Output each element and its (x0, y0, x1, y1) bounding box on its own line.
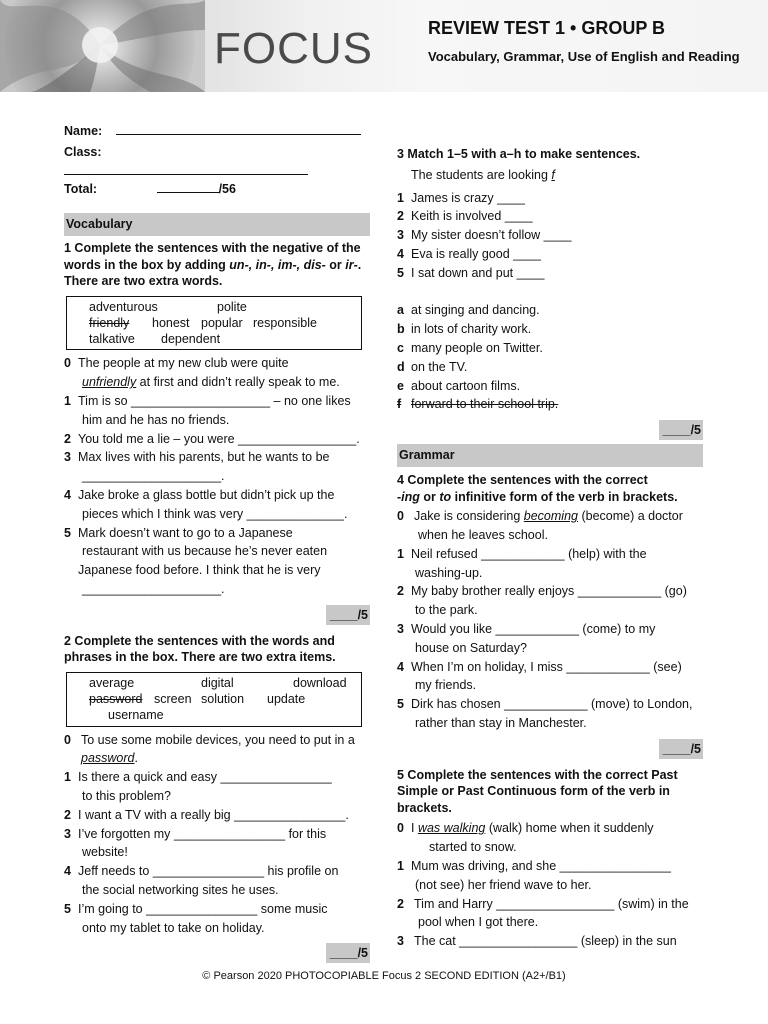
question-item[interactable]: 2 My baby brother really enjoys ____________ (go) to the park. (397, 584, 687, 618)
ex4-instruction: 4 Complete the sentences with the correct -ing or to infinitive form of the verb in brackets. (397, 473, 678, 504)
box-word: screen (154, 692, 192, 707)
match-option: b in lots of charity work. (397, 322, 532, 337)
question-item[interactable]: 5 Mark doesn’t want to go to a Japanese restaurant with us because he’s never eaten Japanese food before. I think that he is very ____________________. (64, 525, 328, 596)
word-box-row (89, 331, 353, 347)
class-label: Class: (64, 145, 102, 159)
box-word: update (267, 692, 306, 707)
question-item[interactable]: 5 I’m going to ________________ some music onto my tablet to take on holiday. (64, 901, 328, 935)
total-field (64, 180, 370, 199)
word-box-row (89, 315, 353, 331)
question-item[interactable]: 3 I’ve forgotten my ________________ for this website! (64, 826, 327, 860)
test-title: REVIEW TEST 1 • GROUP B (428, 18, 666, 38)
box-word-used: friendly (89, 315, 130, 330)
question-item[interactable]: 2 I want a TV with a really big ________________. (64, 807, 349, 822)
word-box-row (89, 675, 353, 691)
word-box-row (89, 691, 353, 707)
ex3-instruction: 3 Match 1–5 with a–h to make sentences. (397, 147, 641, 161)
test-subtitle: Vocabulary, Grammar, Use of English and Reading (428, 49, 740, 64)
match-option: a at singing and dancing. (397, 303, 540, 318)
total-input-line[interactable] (157, 180, 219, 193)
box-word: solution (201, 692, 245, 707)
question-item[interactable]: 1 Tim is so ____________________ – no one likes him and he has no friends. (64, 393, 351, 427)
example-answer: password (81, 751, 135, 766)
class-field (64, 143, 370, 162)
example-answer: f (551, 167, 555, 182)
ex1-instruction: 1 Complete the sentences with the negative of the words in the box by adding un-, in-, im-, dis- or ir-. There are two extra words. (64, 241, 362, 288)
question-item[interactable]: 3 Would you like ____________ (come) to my house on Saturday? (397, 622, 656, 655)
question-item: 0 To use some mobile devices, you need to put in a password. (64, 732, 355, 766)
ex3-score: ____/5 (397, 420, 703, 440)
box-word: dependent (161, 332, 221, 347)
match-option: e about cartoon films. (397, 378, 521, 393)
page-footer: © Pearson 2020 PHOTOCOPIABLE Focus 2 SECOND EDITION (A2+/B1) (202, 970, 566, 982)
question-item: 0 Jake is considering becoming (become) a doctor when he leaves school. (397, 509, 683, 543)
match-item[interactable]: 2 Keith is involved ____ (397, 209, 533, 224)
box-word: honest (152, 315, 190, 330)
box-word: username (108, 708, 164, 723)
question-item[interactable]: 4 When I’m on holiday, I miss ____________ (see) my friends. (397, 659, 682, 693)
question-item[interactable]: 2 Tim and Harry _________________ (swim) in the pool when I got there. (397, 896, 689, 930)
ex1-questions (64, 354, 370, 598)
box-word: talkative (89, 332, 135, 347)
ex3-options (397, 301, 703, 414)
box-word: average (89, 675, 135, 690)
match-item[interactable]: 3 My sister doesn’t follow ____ (397, 228, 572, 243)
box-word: popular (201, 315, 243, 330)
ex4-questions (397, 507, 703, 733)
question-item[interactable]: 1 Mum was driving, and she ________________ (not see) her friend wave to her. (397, 858, 671, 892)
question-item[interactable]: 1 Is there a quick and easy ________________ to this problem? (64, 770, 332, 804)
example-answer: was walking (417, 821, 486, 836)
grammar-heading: Grammar (397, 444, 703, 467)
name-input-line[interactable] (116, 122, 361, 135)
total-max: /56 (218, 182, 236, 196)
ex5-questions (397, 819, 703, 951)
ex3-items (397, 189, 703, 283)
word-box-row (89, 707, 353, 723)
example-answer: unfriendly (82, 375, 137, 390)
ex1-score: ____/5 (64, 605, 370, 625)
right-column (397, 146, 703, 951)
box-word: download (293, 675, 347, 690)
box-word: responsible (253, 315, 317, 330)
question-item: 0 The people at my new club were quite unfriendly at first and didn’t really speak to me. (64, 356, 340, 390)
box-word-used: password (89, 692, 143, 707)
ex2-word-box (66, 672, 362, 727)
ex5-instruction: 5 Complete the sentences with the correct Past Simple or Past Continuous form of the verb in brackets. (397, 767, 678, 815)
word-box-row (89, 299, 353, 315)
match-item[interactable]: 5 I sat down and put ____ (397, 265, 545, 280)
ex3-example: The students are looking f (411, 167, 555, 182)
ex1-word-box (66, 296, 362, 351)
focus-logo: FOCUS (214, 24, 373, 73)
question-item: 0 I was walking (walk) home when it suddenly started to snow. (397, 821, 654, 855)
question-item[interactable]: 3 The cat _________________ (sleep) in the sun (397, 934, 677, 949)
box-word: digital (201, 675, 234, 690)
question-item[interactable]: 4 Jeff needs to ________________ his profile on the social networking sites he uses. (64, 864, 339, 898)
page-header (0, 0, 768, 92)
match-item[interactable]: 1 James is crazy ____ (397, 190, 525, 205)
example-answer: becoming (523, 509, 578, 524)
question-item[interactable]: 4 Jake broke a glass bottle but didn’t pick up the pieces which I think was very ______________. (64, 487, 348, 521)
name-field (64, 122, 370, 141)
name-label: Name: (64, 124, 103, 138)
swirl-graphic (0, 0, 205, 92)
question-item[interactable]: 2 You told me a lie – you were _________________. (64, 431, 360, 446)
ex2-questions (64, 731, 370, 938)
question-item[interactable]: 3 Max lives with his parents, but he wants to be ____________________. (64, 450, 330, 484)
left-column (64, 122, 370, 963)
total-label: Total: (64, 182, 98, 196)
match-option: c many people on Twitter. (397, 341, 543, 356)
ex4-score: ____/5 (397, 739, 703, 759)
match-option: d on the TV. (397, 359, 468, 374)
box-word: adventurous (89, 299, 158, 314)
match-item[interactable]: 4 Eva is really good ____ (397, 246, 541, 261)
ex2-instruction: 2 Complete the sentences with the words and phrases in the box. There are two extra items. (64, 633, 336, 665)
vocabulary-heading: Vocabulary (64, 213, 370, 236)
class-line-row (64, 162, 370, 181)
question-item[interactable]: 5 Dirk has chosen ____________ (move) to London, rather than stay in Manchester. (397, 697, 693, 731)
class-input-line[interactable] (64, 162, 308, 175)
ex2-score: ____/5 (64, 943, 370, 963)
box-word: polite (217, 299, 247, 314)
question-item[interactable]: 1 Neil refused ____________ (help) with the washing-up. (397, 546, 647, 580)
match-option-used: f forward to their school trip. (397, 397, 559, 412)
